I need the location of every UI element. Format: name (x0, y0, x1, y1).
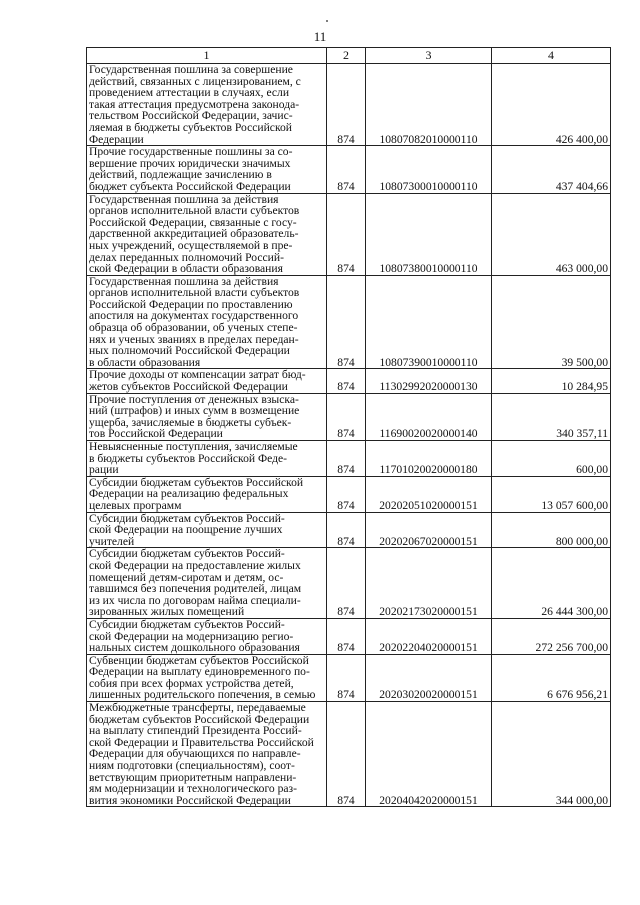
table-row (87, 369, 611, 393)
row-budget-classification-code: 11302992020000130 (366, 369, 492, 393)
row-admin-code: 874 (327, 441, 366, 477)
row-amount: 10 284,95 (492, 369, 611, 393)
row-admin-code: 874 (327, 393, 366, 440)
row-budget-classification-code: 20202204020000151 (366, 618, 492, 654)
table-row (87, 441, 611, 477)
row-admin-code: 874 (327, 654, 366, 701)
row-budget-classification-code: 10807380010000110 (366, 193, 492, 275)
row-description: Государственная пошлина за действия органов исполнительной власти субъектов Российской Федерации, связанные с госу- дарственной аккредитацией образователь- ных учреждений, осуществляемой в пре- делах переданных полномочий Россий- ской Федерации в области образования (87, 193, 327, 275)
row-budget-classification-code: 10807390010000110 (366, 275, 492, 369)
row-amount: 344 000,00 (492, 702, 611, 807)
row-description: Субвенции бюджетам субъектов Российской Федерации на выплату единовременного по- собия при всех формах устройства детей, лишенных родительского попечения, в семью (87, 654, 327, 701)
row-budget-classification-code: 20204042020000151 (366, 702, 492, 807)
table-row (87, 193, 611, 275)
row-admin-code: 874 (327, 193, 366, 275)
row-amount: 437 404,66 (492, 146, 611, 193)
scan-dot (326, 20, 328, 22)
row-description: Невыясненные поступления, зачисляемые в бюджеты субъектов Российской Феде- рации (87, 441, 327, 477)
row-admin-code: 874 (327, 476, 366, 512)
row-amount: 800 000,00 (492, 512, 611, 548)
row-amount: 39 500,00 (492, 275, 611, 369)
table-row (87, 548, 611, 619)
row-budget-classification-code: 10807300010000110 (366, 146, 492, 193)
row-amount: 272 256 700,00 (492, 618, 611, 654)
budget-revenue-table (86, 47, 611, 807)
row-description: Государственная пошлина за совершение действий, связанных с лицензированием, с проведением аттестации в случаях, если такая аттестация предусмотрена законода- тельством Российской Федерации, зачис- ляемая в бюджеты субъектов Российской Федерации (87, 64, 327, 146)
table-row (87, 275, 611, 369)
table-row (87, 64, 611, 146)
row-admin-code: 874 (327, 548, 366, 619)
row-amount: 6 676 956,21 (492, 654, 611, 701)
row-description: Субсидии бюджетам субъектов Россий- ской Федерации на поощрение лучших учителей (87, 512, 327, 548)
row-amount: 426 400,00 (492, 64, 611, 146)
row-budget-classification-code: 11690020020000140 (366, 393, 492, 440)
row-description: Государственная пошлина за действия органов исполнительной власти субъектов Российской Федерации по проставлению апостиля на документах государственного образца об образовании, об ученых степе- нях и ученых званиях в пределах передан- ных полномочий Российской Федерации в области образования (87, 275, 327, 369)
row-admin-code: 874 (327, 146, 366, 193)
table-row (87, 393, 611, 440)
row-admin-code: 874 (327, 369, 366, 393)
row-description: Субсидии бюджетам субъектов Россий- ской Федерации на предоставление жилых помещений детям-сиротам и детям, ос- тавшимся без попечения родителей, лицам из их числа по договорам найма специали- зированных жилых помещений (87, 548, 327, 619)
table-row (87, 512, 611, 548)
row-budget-classification-code: 20202051020000151 (366, 476, 492, 512)
table-row (87, 702, 611, 807)
row-admin-code: 874 (327, 64, 366, 146)
table-row (87, 476, 611, 512)
header-col-1: 1 (87, 48, 327, 64)
table-row (87, 618, 611, 654)
row-budget-classification-code: 20203020020000151 (366, 654, 492, 701)
row-amount: 600,00 (492, 441, 611, 477)
row-budget-classification-code: 11701020020000180 (366, 441, 492, 477)
row-budget-classification-code: 20202067020000151 (366, 512, 492, 548)
row-budget-classification-code: 10807082010000110 (366, 64, 492, 146)
header-col-3: 3 (366, 48, 492, 64)
row-admin-code: 874 (327, 618, 366, 654)
row-description: Субсидии бюджетам субъектов Россий- ской Федерации на модернизацию регио- нальных систем дошкольного образования (87, 618, 327, 654)
row-admin-code: 874 (327, 702, 366, 807)
row-amount: 463 000,00 (492, 193, 611, 275)
header-col-2: 2 (327, 48, 366, 64)
row-amount: 13 057 600,00 (492, 476, 611, 512)
row-admin-code: 874 (327, 512, 366, 548)
table-row (87, 146, 611, 193)
row-description: Прочие доходы от компенсации затрат бюд- жетов субъектов Российской Федерации (87, 369, 327, 393)
header-row (87, 48, 611, 64)
row-admin-code: 874 (327, 275, 366, 369)
row-description: Субсидии бюджетам субъектов Российской Федерации на реализацию федеральных целевых программ (87, 476, 327, 512)
page-number: 11 (313, 29, 327, 44)
row-description: Прочие государственные пошлины за со- вершение прочих юридически значимых действий, подлежащие зачислению в бюджет субъекта Российской Федерации (87, 146, 327, 193)
row-budget-classification-code: 20202173020000151 (366, 548, 492, 619)
row-amount: 340 357,11 (492, 393, 611, 440)
row-amount: 26 444 300,00 (492, 548, 611, 619)
header-col-4: 4 (492, 48, 611, 64)
row-description: Прочие поступления от денежных взыска- ний (штрафов) и иных сумм в возмещение ущерба, зачисляемые в бюджеты субъек- тов Российской Федерации (87, 393, 327, 440)
table-row (87, 654, 611, 701)
row-description: Межбюджетные трансферты, передаваемые бюджетам субъектов Российской Федерации на выплату стипендий Президента Россий- ской Федерации и Правительства Российской Федерации для обучающихся по направле- ниям подготовки (специальностям), соот- ветствующим приоритетным направлени- ям модернизации и технологического раз- вития экономики Российской Федерации (87, 702, 327, 807)
